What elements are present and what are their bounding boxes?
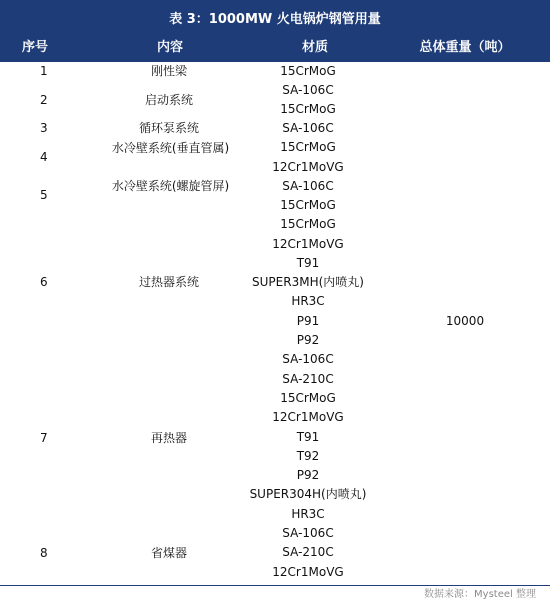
table-header bbox=[0, 34, 550, 62]
material-cell: SUPER3MH(内喷丸) bbox=[252, 275, 364, 289]
header-no: 序号 bbox=[22, 40, 49, 55]
total-weight: 10000 bbox=[445, 314, 485, 328]
material-cell: P92 bbox=[296, 333, 320, 347]
row-3-no: 3 bbox=[40, 121, 48, 135]
material-cell: SA-106C bbox=[282, 352, 334, 366]
material-cell: T92 bbox=[296, 449, 320, 463]
material-cell: P92 bbox=[296, 468, 320, 482]
material-cell: 15CrMoG bbox=[280, 217, 336, 231]
row-5-content: 水冷壁系统(螺旋管屏) bbox=[111, 179, 230, 193]
row-7-content: 再热器 bbox=[150, 431, 187, 445]
row-8-content: 省煤器 bbox=[150, 546, 187, 560]
material-cell: 12Cr1MoVG bbox=[272, 410, 344, 424]
row-2-no: 2 bbox=[40, 93, 48, 107]
row-2-content: 启动系统 bbox=[144, 93, 193, 107]
material-cell: 15CrMoG bbox=[280, 64, 336, 78]
row-6-no: 6 bbox=[40, 275, 48, 289]
row-4-content: 水冷壁系统(垂直管属) bbox=[111, 141, 230, 155]
material-cell: P91 bbox=[296, 314, 320, 328]
row-5-no: 5 bbox=[40, 188, 48, 202]
material-cell: 15CrMoG bbox=[280, 391, 336, 405]
material-cell: 12Cr1MoVG bbox=[272, 160, 344, 174]
row-4-no: 4 bbox=[40, 150, 48, 164]
header-material: 材质 bbox=[301, 40, 328, 55]
material-cell: 15CrMoG bbox=[280, 102, 336, 116]
material-cell: 12Cr1MoVG bbox=[272, 237, 344, 251]
material-cell: 15CrMoG bbox=[280, 140, 336, 154]
row-7-no: 7 bbox=[40, 431, 48, 445]
table-title: 表 3：1000MW 火电锅炉钢管用量 bbox=[0, 0, 550, 34]
material-cell: SA-106C bbox=[282, 179, 334, 193]
material-cell: T91 bbox=[296, 256, 320, 270]
material-cell: 12Cr1MoVG bbox=[272, 565, 344, 579]
header-weight: 总体重量（吨） bbox=[419, 40, 511, 55]
header-content: 内容 bbox=[156, 40, 183, 55]
material-cell: SA-106C bbox=[282, 526, 334, 540]
material-cell: HR3C bbox=[291, 507, 325, 521]
row-1-no: 1 bbox=[40, 64, 48, 78]
material-cell: T91 bbox=[296, 430, 320, 444]
material-cell: 15CrMoG bbox=[280, 198, 336, 212]
row-1-content: 刚性梁 bbox=[150, 64, 187, 78]
material-cell: SUPER304H(内喷丸) bbox=[249, 487, 367, 501]
source-note: 数据来源：Mysteel 整理 bbox=[424, 589, 536, 600]
row-8-no: 8 bbox=[40, 546, 48, 560]
material-cell: SA-106C bbox=[282, 83, 334, 97]
material-cell: SA-210C bbox=[282, 372, 334, 386]
material-cell: SA-210C bbox=[282, 545, 334, 559]
row-3-content: 循环泵系统 bbox=[138, 121, 199, 135]
material-cell: HR3C bbox=[291, 294, 325, 308]
material-cell: SA-106C bbox=[282, 121, 334, 135]
row-6-content: 过热器系统 bbox=[138, 275, 199, 289]
